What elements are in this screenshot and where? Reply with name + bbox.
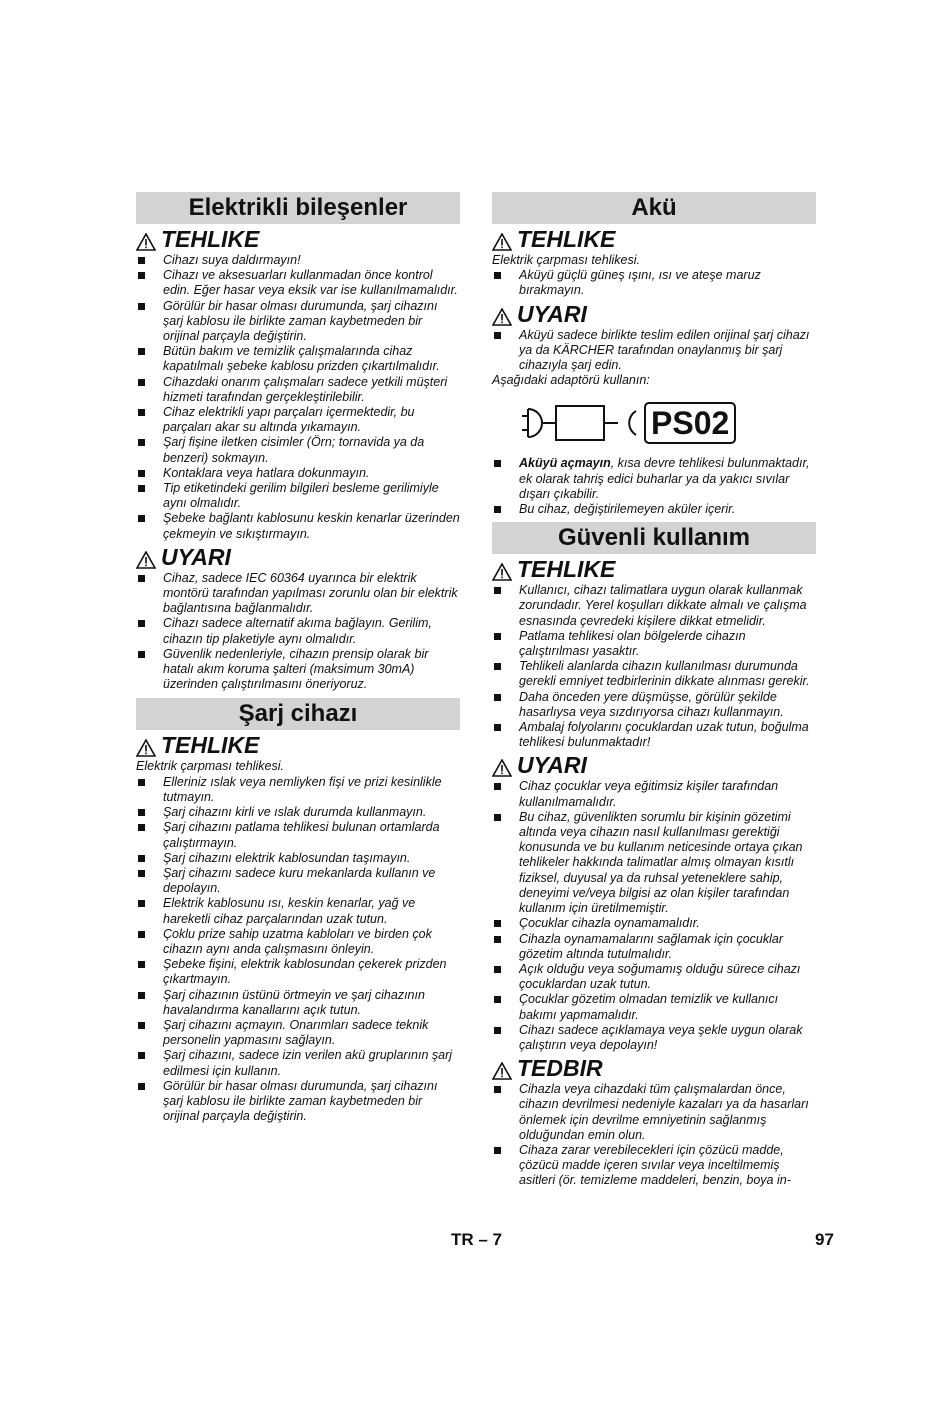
list-item: Şebeke bağlantı kablosunu keskin kenarlar üzerinden çekmeyin ve sıkıştırmayın.	[136, 511, 460, 541]
list-item: Cihazı sadece açıklamaya veya şekle uygun olarak çalıştırın veya depolayın!	[492, 1023, 816, 1053]
list-item: Elleriniz ıslak veya nemliyken fişi ve prizi kesinlikle tutmayın.	[136, 775, 460, 805]
danger-heading	[492, 556, 816, 582]
warning-triangle-icon	[136, 230, 156, 248]
list-item: Şarj cihazını sadece kuru mekanlarda kullanın ve depolayın.	[136, 866, 460, 896]
danger-heading	[492, 226, 816, 252]
charger-danger-list	[136, 775, 460, 1125]
list-item: Cihaz çocuklar veya eğitimsiz kişiler tarafından kullanılmamalıdır.	[492, 779, 816, 809]
footer-page-number: 97	[815, 1230, 834, 1249]
list-item: Çoklu prize sahip uzatma kabloları ve birden çok cihazın aynı anda çalışmasını önleyin.	[136, 927, 460, 957]
list-item: Aküyü açmayın, kısa devre tehlikesi bulunmaktadır, ek olarak tahriş edici buharlar ya da yakıcı sıvılar dışarı çıkabilir.	[492, 456, 816, 502]
list-item: Bu cihaz, değiştirilemeyen aküler içerir.	[492, 502, 816, 517]
list-item: Aküyü güçlü güneş ışını, ısı ve ateşe maruz bırakmayın.	[492, 268, 816, 298]
adapter-diagram	[518, 396, 816, 450]
list-item: Elektrik kablosunu ısı, keskin kenarlar, yağ ve hareketli cihaz parçalarından uzak tutun.	[136, 896, 460, 926]
left-column	[136, 192, 460, 1124]
warning-heading	[492, 752, 816, 778]
list-item: Bu cihaz, güvenlikten sorumlu bir kişinin gözetimi altında veya cihazın nasıl kullanılması gerektiği konusunda ve bu kullanım neticesinde ortaya çıkan tehlikeler hakkında talimatlar almış olmayan kısıtlı fiziksel, duyusal ya da ruhsal yeteneklere sahip, deneyimi ve/veya bilgisi az olan kişiler tarafından kullanım için üretilmemiştir.	[492, 810, 816, 916]
warning-triangle-icon	[136, 548, 156, 566]
footer-section-code: TR – 7	[451, 1230, 503, 1249]
warning-triangle-icon	[492, 1059, 512, 1077]
list-item: Güvenlik nedenleriyle, cihazın prensip olarak bir hatalı akım koruma şalteri (maksimum 30mA) üzerinden çalıştırılmasını öneriyoruz.	[136, 647, 460, 693]
charger-intro: Elektrik çarpması tehlikesi.	[136, 759, 284, 774]
list-item: Şarj cihazını patlama tehlikesi bulunan ortamlarda çalıştırmayın.	[136, 820, 460, 850]
list-item: Cihaz, sadece IEC 60364 uyarınca bir elektrik montörü tarafından yapılması zorunlu olan bir elektrik bağlantısına bağlanmalıdır.	[136, 571, 460, 617]
list-item: Çocuklar cihazla oynamamalıdır.	[492, 916, 816, 931]
battery-danger-list	[492, 268, 816, 298]
list-item: Cihazı sadece alternatif akıma bağlayın. Gerilim, cihazın tip plaketiyle aynı olmalıdır.	[136, 616, 460, 646]
list-item: Şarj cihazını kirli ve ıslak durumda kullanmayın.	[136, 805, 460, 820]
danger-heading	[136, 732, 460, 758]
safe-use-caution-list	[492, 1082, 816, 1188]
danger-heading-text: TEHLIKE	[517, 226, 616, 252]
list-item: Açık olduğu veya soğumamış olduğu sürece cihazı çocuklardan uzak tutun.	[492, 962, 816, 992]
adapter-intro: Aşağıdaki adaptörü kullanın:	[492, 373, 650, 388]
list-item: Cihazı ve aksesuarları kullanmadan önce kontrol edin. Eğer hasar veya eksik var ise kullanılmamalıdır.	[136, 268, 460, 298]
list-item: Cihaz elektrikli yapı parçaları içermektedir, bu parçaları akar su altında yıkamayın.	[136, 405, 460, 435]
warning-triangle-icon	[492, 305, 512, 323]
warning-triangle-icon	[136, 736, 156, 754]
list-item: Daha önceden yere düşmüşse, görülür şekilde hasarlıysa veya sızdırıyorsa cihazı kullanmayın.	[492, 690, 816, 720]
list-item: Şarj cihazını elektrik kablosundan taşımayın.	[136, 851, 460, 866]
warning-heading-text: UYARI	[517, 752, 587, 779]
list-item: Cihazla veya cihazdaki tüm çalışmalardan önce, cihazın devrilmesi nedeniyle kazaları ya da hasarları önlemek için devrilme emniyetinin sağlanmış olduğundan emin olun.	[492, 1082, 816, 1143]
list-item: Şebeke fişini, elektrik kablosundan çekerek prizden çıkartmayın.	[136, 957, 460, 987]
section-title-charger: Şarj cihazı	[136, 698, 460, 730]
danger-heading-text: TEHLIKE	[161, 226, 260, 252]
battery-extra-list	[492, 456, 816, 517]
list-item: Görülür bir hasar olması durumunda, şarj cihazını şarj kablosu ile birlikte zaman kaybetmeden bir orijinal parçayla değiştirin.	[136, 1079, 460, 1125]
section-title-electrical: Elektrikli bileşenler	[136, 192, 460, 224]
list-item: Şarj fişine iletken cisimler (Örn; tornavida ya da benzeri) sokmayın.	[136, 435, 460, 465]
list-item: Cihazı suya daldırmayın!	[136, 253, 460, 268]
electrical-warning-list	[136, 571, 460, 693]
list-item: Bütün bakım ve temizlik çalışmalarında cihaz kapatılmalı şebeke kablosu prizden çıkartılmalıdır.	[136, 344, 460, 374]
caution-heading	[492, 1055, 816, 1081]
right-column	[492, 192, 816, 1189]
safe-use-danger-list	[492, 583, 816, 750]
list-item: Tip etiketindeki gerilim bilgileri besleme gerilimiyle aynı olmalıdır.	[136, 481, 460, 511]
adapter-label: PS02	[644, 402, 736, 444]
warning-heading	[492, 301, 816, 327]
danger-heading	[136, 226, 460, 252]
list-item: Şarj cihazının üstünü örtmeyin ve şarj cihazının havalandırma kanallarını açık tutun.	[136, 988, 460, 1018]
list-item: Ambalaj folyolarını çocuklardan uzak tutun, boğulma tehlikesi bulunmaktadır!	[492, 720, 816, 750]
warning-triangle-icon	[492, 756, 512, 774]
adapter-plug-icon	[518, 403, 638, 443]
section-title-battery: Akü	[492, 192, 816, 224]
danger-heading-text: TEHLIKE	[161, 732, 260, 759]
list-item: Aküyü sadece birlikte teslim edilen orijinal şarj cihazı ya da KÄRCHER tarafından onaylanmış bir şarj cihazıyla şarj edin.	[492, 328, 816, 374]
list-item: Tehlikeli alanlarda cihazın kullanılması durumunda gerekli emniyet tedbirlerinin dikkate alınması gerekir.	[492, 659, 816, 689]
battery-intro: Elektrik çarpması tehlikesi.	[492, 253, 640, 267]
list-item: Patlama tehlikesi olan bölgelerde cihazın çalıştırılması yasaktır.	[492, 629, 816, 659]
electrical-danger-list	[136, 253, 460, 542]
list-item: Cihazdaki onarım çalışmaları sadece yetkili müşteri hizmeti tarafından gerçekleştirilebilir.	[136, 375, 460, 405]
section-title-safe-use: Güvenli kullanım	[492, 522, 816, 554]
warning-heading-text: UYARI	[517, 300, 587, 327]
list-item: Cihazla oynamamalarını sağlamak için çocuklar gözetim altında tutulmalıdır.	[492, 932, 816, 962]
list-item: Kullanıcı, cihazı talimatlara uygun olarak kullanmak zorundadır. Yerel koşulları dikkate almalı ve çalışma esnasında çevredeki kişilere dikkat etmelidir.	[492, 583, 816, 629]
battery-warning-list	[492, 328, 816, 374]
safe-use-warning-list	[492, 779, 816, 1053]
list-item: Çocuklar gözetim olmadan temizlik ve kullanıcı bakımı yapmamalıdır.	[492, 992, 816, 1022]
list-item: Görülür bir hasar olması durumunda, şarj cihazını şarj kablosu ile birlikte zaman kaybetmeden bir orijinal parçayla değiştirin.	[136, 299, 460, 345]
list-item: Şarj cihazını açmayın. Onarımları sadece teknik personelin yapmasını sağlayın.	[136, 1018, 460, 1048]
caution-heading-text: TEDBIR	[517, 1055, 603, 1082]
list-item: Şarj cihazını, sadece izin verilen akü gruplarının şarj edilmesi için kullanın.	[136, 1048, 460, 1078]
warning-heading	[136, 544, 460, 570]
warning-heading-text: UYARI	[161, 543, 231, 570]
warning-triangle-icon	[492, 230, 512, 248]
warning-triangle-icon	[492, 560, 512, 578]
danger-heading-text: TEHLIKE	[517, 556, 616, 583]
list-item: Kontaklara veya hatlara dokunmayın.	[136, 466, 460, 481]
list-item: Cihaza zarar verebilecekleri için çözücü madde, çözücü madde içeren sıvılar veya inceltilmemiş asitleri (ör. temizleme maddeleri, benzin, boya in-	[492, 1143, 816, 1189]
